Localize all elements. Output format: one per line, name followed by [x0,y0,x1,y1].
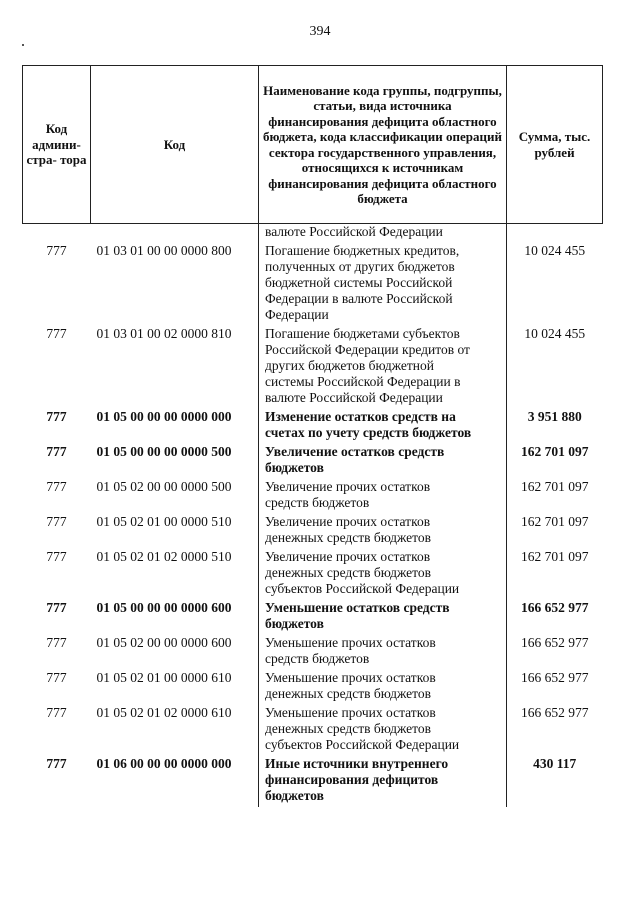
admin-code-cell: 777 [46,444,67,459]
sum-cell: 166 652 977 [521,635,589,650]
source-name-line: Увеличение прочих остатков [265,549,431,564]
source-name-cell [259,444,507,479]
source-name-line: Уменьшение прочих остатков [265,705,436,720]
source-name-cell [259,224,507,244]
source-name-line: субъектов Российской Федерации [265,737,460,752]
source-name-cell [259,479,507,514]
source-name-cell [259,756,507,807]
table-row [23,705,603,756]
table-row [23,243,603,326]
budget-code-cell: 01 05 02 01 02 0000 610 [96,705,232,720]
source-name-line: Федерации в валюте Российской [265,291,453,306]
budget-table [22,65,603,807]
table-row [23,224,603,244]
source-name-cell [259,514,507,549]
table-row [23,635,603,670]
source-name-line: Увеличение прочих остатков [265,514,431,529]
budget-code-cell: 01 05 02 01 00 0000 510 [96,514,232,529]
table-row [23,444,603,479]
admin-code-cell: 777 [46,514,67,529]
admin-code-cell: 777 [46,705,67,720]
source-name-line: Федерации [265,307,329,322]
budget-code-cell: 01 06 00 00 00 0000 000 [96,756,232,771]
source-name-line: денежных средств бюджетов [265,530,432,545]
source-name-line: денежных средств бюджетов [265,721,432,736]
header-sum: Сумма, тыс. рублей [507,66,603,224]
table-row [23,326,603,409]
admin-code-cell: 777 [46,670,67,685]
budget-code-cell: 01 03 01 00 00 0000 800 [96,243,232,258]
table-row [23,514,603,549]
source-name-line: Увеличение прочих остатков [265,479,431,494]
admin-code-cell: 777 [46,326,67,341]
source-name-line: бюджетов [265,788,324,803]
admin-code-cell: 777 [46,600,67,615]
sum-cell: 166 652 977 [521,600,589,615]
admin-code-cell: 777 [46,479,67,494]
source-name-cell [259,600,507,635]
scan-dot [22,44,24,46]
source-name-line: Погашение бюджетных кредитов, [265,243,460,258]
table-row [23,600,603,635]
source-name-line: Погашение бюджетами субъектов [265,326,460,341]
source-name-line: средств бюджетов [265,495,370,510]
source-name-cell [259,409,507,444]
sum-cell: 162 701 097 [521,479,589,494]
source-name-line: бюджетов [265,616,324,631]
sum-cell: 162 701 097 [521,549,589,564]
source-name-line: Российской Федерации кредитов от [265,342,470,357]
source-name-line: валюте Российской Федерации [265,224,443,239]
sum-cell [507,224,603,244]
budget-code-cell: 01 05 02 00 00 0000 500 [96,479,232,494]
source-name-line: Уменьшение прочих остатков [265,670,436,685]
source-name-line: бюджетов [265,460,324,475]
source-name-line: Уменьшение прочих остатков [265,635,436,650]
table-row [23,479,603,514]
header-name: Наименование кода группы, подгруппы, статьи, вида источника финансирования дефицита областного бюджета, кода классификации операций сектора государственного управления, относящихся к источникам финансирования дефицита областного бюджета [259,66,507,224]
table-row [23,670,603,705]
source-name-line: полученных от других бюджетов [265,259,455,274]
source-name-line: счетах по учету средств бюджетов [265,425,472,440]
source-name-line: Уменьшение остатков средств [265,600,450,615]
source-name-line: Иные источники внутреннего [265,756,449,771]
budget-code-cell: 01 05 00 00 00 0000 600 [96,600,232,615]
sum-cell: 162 701 097 [521,514,589,529]
source-name-line: Увеличение остатков средств [265,444,445,459]
table-header-row [23,66,603,224]
admin-code-cell: 777 [46,409,67,424]
header-admin-code: Код админи- стра- тора [23,66,91,224]
table-row [23,409,603,444]
admin-code-cell: 777 [46,756,67,771]
sum-cell: 166 652 977 [521,705,589,720]
admin-code-cell: 777 [46,635,67,650]
page-number: 394 [309,24,331,39]
source-name-line: денежных средств бюджетов [265,686,432,701]
sum-cell: 10 024 455 [524,326,586,341]
source-name-line: субъектов Российской Федерации [265,581,460,596]
admin-code-cell [23,224,91,244]
admin-code-cell: 777 [46,549,67,564]
table-body [23,224,603,808]
source-name-line: Изменение остатков средств на [265,409,456,424]
table-row [23,549,603,600]
source-name-line: денежных средств бюджетов [265,565,432,580]
source-name-line: бюджетной системы Российской [265,275,453,290]
source-name-cell [259,705,507,756]
budget-code-cell [91,224,259,244]
budget-code-cell: 01 05 00 00 00 0000 500 [96,444,232,459]
source-name-cell [259,635,507,670]
source-name-line: других бюджетов бюджетной [265,358,434,373]
source-name-line: средств бюджетов [265,651,370,666]
header-code: Код [91,66,259,224]
budget-code-cell: 01 05 02 00 00 0000 600 [96,635,232,650]
sum-cell: 3 951 880 [527,409,582,424]
source-name-cell [259,326,507,409]
sum-cell: 10 024 455 [524,243,586,258]
source-name-line: финансирования дефицитов [265,772,439,787]
budget-code-cell: 01 05 02 01 02 0000 510 [96,549,232,564]
source-name-cell [259,243,507,326]
admin-code-cell: 777 [46,243,67,258]
source-name-cell [259,670,507,705]
sum-cell: 162 701 097 [521,444,589,459]
budget-code-cell: 01 05 02 01 00 0000 610 [96,670,232,685]
sum-cell: 430 117 [533,756,577,771]
source-name-line: валюте Российской Федерации [265,390,443,405]
budget-code-cell: 01 05 00 00 00 0000 000 [96,409,232,424]
sum-cell: 166 652 977 [521,670,589,685]
budget-code-cell: 01 03 01 00 02 0000 810 [96,326,232,341]
source-name-cell [259,549,507,600]
table-row [23,756,603,807]
source-name-line: системы Российской Федерации в [265,374,461,389]
